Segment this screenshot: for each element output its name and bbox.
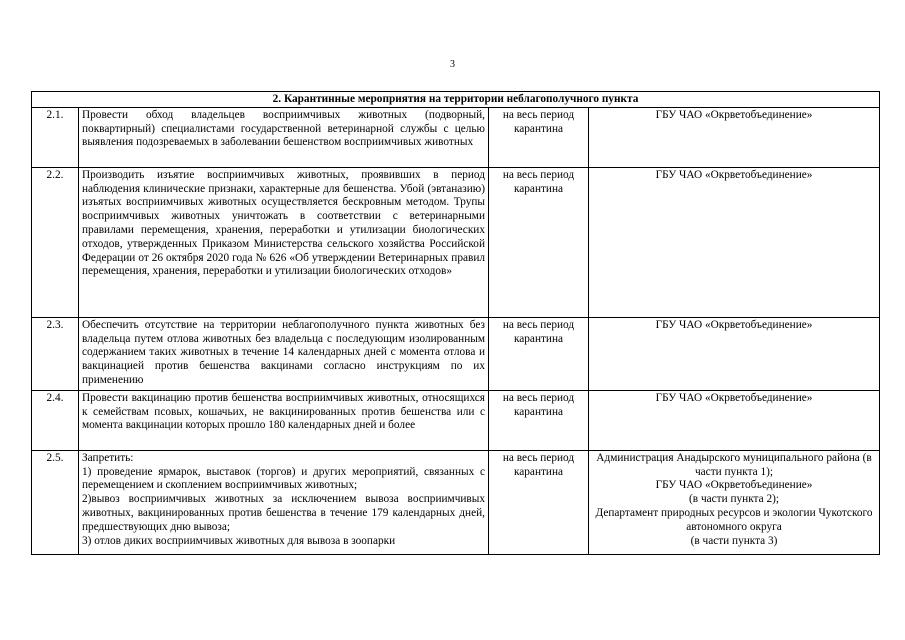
measure-description: Производить изъятие восприимчивых животных, проявивших в период наблюдения клинические признаки, характерные для бешенства. Убой (эвтаназию) изъятых восприимчивых животных осуществляется бескровным методом. Трупы восприимчивых животных уничтожать в соответствии с ветеринарными правилами перемещения, хранения, переработки и утилизации биологических отходов, утвержденных Приказом Министерства сельского хозяйства Российской Федерации от 26 октября 2020 года № 626 «Об утверждении Ветеринарных правил перемещения, хранения, переработки и утилизации биологических отходов»	[79, 167, 489, 317]
responsible-line: Администрация Анадырского муниципального района (в части пункта 1);	[596, 451, 872, 478]
table-row	[32, 390, 880, 450]
measure-period: на весь период карантина	[489, 317, 589, 390]
measure-responsible: ГБУ ЧАО «Окрветобъединение»	[589, 390, 880, 450]
section-header-row	[32, 92, 880, 108]
responsible-line: (в части пункта 2);	[689, 493, 780, 506]
measure-description: Провести обход владельцев восприимчивых животных (подворный, поквартирный) специалистами государственной ветеринарной службы с целью выявления подозреваемых в заболевании бешенством восприимчивых животных	[79, 107, 489, 167]
measure-responsible	[589, 450, 880, 554]
table-row	[32, 450, 880, 554]
measure-period: на весь период карантина	[489, 450, 589, 554]
measure-responsible: ГБУ ЧАО «Окрветобъединение»	[589, 317, 880, 390]
prohibition-item-3: 3) отлов диких восприимчивых животных для вывоза в зоопарки	[82, 534, 396, 547]
measure-period: на весь период карантина	[489, 167, 589, 317]
row-number: 2.5.	[32, 450, 79, 554]
prohibition-heading: Запретить:	[82, 451, 134, 464]
responsible-line: ГБУ ЧАО «Окрветобъединение»	[655, 479, 813, 492]
responsible-line: Департамент природных ресурсов и экологии Чукотского автономного округа	[595, 506, 873, 533]
responsible-line: (в части пункта 3)	[690, 534, 778, 547]
table-row	[32, 107, 880, 167]
row-number: 2.4.	[32, 390, 79, 450]
row-number: 2.3.	[32, 317, 79, 390]
row-number: 2.2.	[32, 167, 79, 317]
quarantine-measures-table	[31, 91, 880, 555]
measure-responsible: ГБУ ЧАО «Окрветобъединение»	[589, 107, 880, 167]
measure-description: Провести вакцинацию против бешенства восприимчивых животных, относящихся к семействам псовых, кошачьих, не вакцинированных против бешенства или с момента вакцинации которых прошло 180 календарных дней и более	[79, 390, 489, 450]
row-number: 2.1.	[32, 107, 79, 167]
measure-period: на весь период карантина	[489, 107, 589, 167]
prohibition-item-2: 2)вывоз восприимчивых животных за исключением вывоза восприимчивых животных, вакцинированных против бешенства в течение 179 календарных дней, предшествующих дню вывоза;	[82, 493, 485, 533]
section-title: 2. Карантинные мероприятия на территории неблагополучного пункта	[32, 92, 880, 108]
table-row	[32, 167, 880, 317]
table-row	[32, 317, 880, 390]
measure-description: Обеспечить отсутствие на территории неблагополучного пункта животных без владельца путем отлова животных без владельца с последующим изолированным содержанием таких животных в течение 14 календарных дней с момента отлова и вакцинацией против бешенства вакцинами согласно инструкциям по их применению	[79, 317, 489, 390]
measure-period: на весь период карантина	[489, 390, 589, 450]
measure-description	[79, 450, 489, 554]
measure-responsible: ГБУ ЧАО «Окрветобъединение»	[589, 167, 880, 317]
prohibition-item-1: 1) проведение ярмарок, выставок (торгов) и других мероприятий, связанных с перемещением и скоплением восприимчивых животных;	[82, 465, 485, 492]
page-number: 3	[450, 59, 455, 70]
